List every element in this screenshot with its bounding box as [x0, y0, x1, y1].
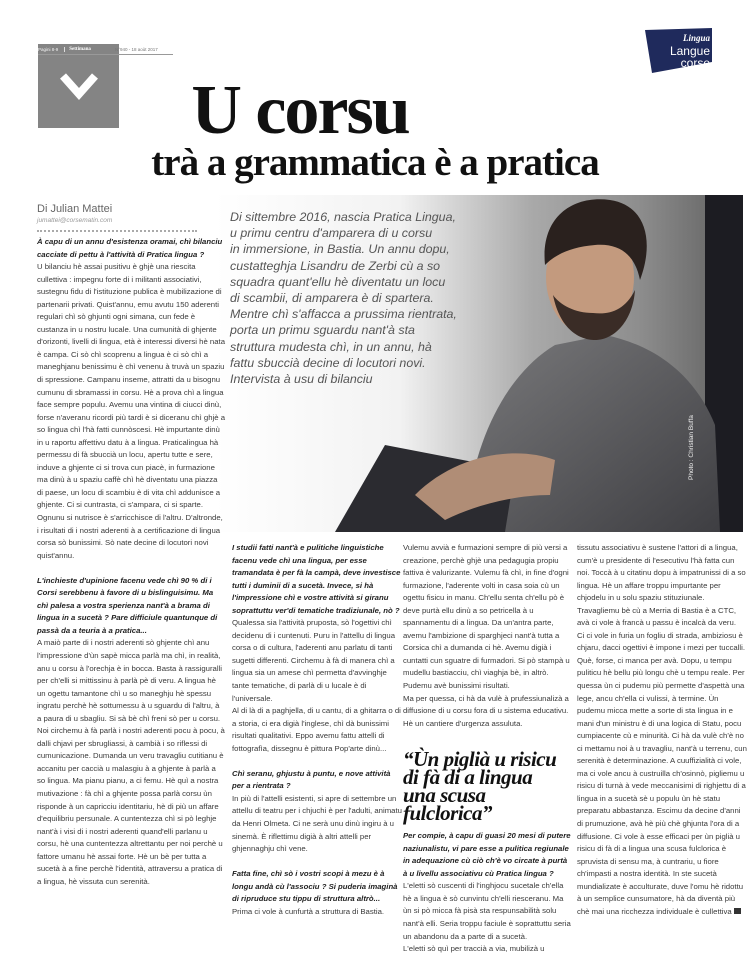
logo-line2: Langue: [669, 44, 710, 58]
question: Per compie, à capu di guasi 20 mesi di putere naziunalistu, vi pare esse a pulitica regiunale in adequazione cù ciò ch'è vo circate à purtà à u livellu associativu cù Pratica lingua ?: [403, 831, 571, 878]
question: À capu di un annu d'esistenza oramai, chì bilanciu cacciate di pettu à l'attività di Pratica lingua ?: [37, 237, 223, 259]
column-third: [403, 542, 573, 956]
answer: Qualessa sia l'attività pruposta, sò l'ogettivi chì decidenu di i cuntenuti. Puru in l'attellu di lingua corsa o di cultura, l'aderenti anu parlatu di tanti sugetti differenti. Circhemu à fà di manera chì a lingua sia un amese chì permetta d'avvinghje tante tematiche, di parlà di u lucale è di l'universale.: [232, 618, 396, 703]
scroll-down-button[interactable]: [38, 44, 119, 128]
answer: U bilanciu hè assai pusitivu è ghjè una riescita cullettiva : impegnu forte di i militanti associativi, sustegnu fidu di l'istituzione publica è mubilizazione di partenarii privati. Quist'annu, emu avutu 150 aderenti regulari chì sò ghjunti ogni simana, cun fede è custanza in u nostru lucale. Una cumunità di ghjente d'orizonti, livelli di lingua, età è interessi diversi hè nata è campa. Ci sò chì scoprenu a lingua è ci sò chì a maneghjanu benissimu è chì venenu à truvà un spaziu di spressione. Campanu inseme, attratti da u bisognu cumunu di sbramassi in corsu. Hè a prova chì a lingua face sempre populu. Avemu una vintina di ciucci dinù, forse n'averanu ricordi più tardi è si diceranu chì ghjè a so lingua chì l'hà fatti cunnòscesi. Hè impurtante dinù in u raportu affettivu datu à a lingua. Praticalingua hà permessu di fà sbuccià un locu, apertu tutte e sere, induve a ghjente ci si trova cun piacè, in furmazione ma dinù à u spaziu caffè chì hè diventatu una piazza di paese, un locu di scambiu è di vita chì addunisce a ghjente. Ci si cuntrasta, ci s'ampara, ci si sparte. Ognunu si nutrisce è s'arricchisce di l'altru. D'altronde, i risultati di i nostri aderenti à a certificazione di lingua corsa sò bunissimi. Sò nate decine di locutori novi quist'annu.: [37, 262, 226, 560]
answer: tissutu associativu è sustene l'attori di a lingua, cum'è u presidente di l'esecutivu l'hà fatta cun noi. Toccà à u citatinu dopu à impatrunissi di a so lingua. Hè un affare troppu impurtante per chjodelu in u solu spaziu stituziunale. Travagliemu bè cù a Merria di Bastia è a CTC, avà ci vole à francà u passu è incalcà da veru.: [577, 543, 746, 628]
logo-text: [652, 29, 710, 69]
answer: L'eletti sò quì per traccià a via, mubilizà u: [403, 944, 545, 954]
answer: Ma per quessa, ci hà da vulè à prufessiunalizà a diffusione di u corsu fora di u sistema educativu. Hè un cantiere d'urgenza assuluta.: [403, 693, 569, 728]
logo-line1: Lingua: [682, 33, 710, 43]
column-left: [37, 236, 225, 888]
answer: Prima ci vole à cunfurtà a struttura di Bastia.: [232, 906, 385, 916]
article-intro: Di sittembre 2016, nascia Pratica Lingua, u primu centru d'amparera di u corsu in immersione, in Bastia. Un annu dopu, custatteghja Lisandru de Zerbi cù a so squadra quant'ellu hè diventatu un locu di scambii, di amparera è di spartera. Mentre chì s'affacca a prussima rientrata, porta un primu sguardu nant'à sta struttura mudesta chì, in un annu, hà fattu sbuccià decine di locutori novi. Intervista à usu di bilanciu: [230, 210, 457, 387]
page-numbers: Pagini 8-9: [38, 47, 59, 52]
end-mark-icon: [734, 908, 741, 914]
answer: In più di l'attelli esistenti, si apre di settembre un attellu di teatru per i chjuchi è per l'adulti, animatu da Henri Olmeta. Ci ne serà unu dinù ingiru à u sinemà. È riflettimu digià à altri attelli per ghjennaghju chì vene.: [232, 793, 402, 854]
answer: A maiò parte di i nostri aderenti sò ghjente chì anu l'impressione d'ùn sapè micca parlà ma chì, in realità, anu u corsu à l'orechja è in bocca. Basta à rassiguralli per ch'elli si mittissinu à parlà pè di veru. A lingua hè un ogettu tamantone chì u so maneghju hè spessu ingratu perchè hè sottumessu à u sguardu di l'altru, à a paura di u sbagliu. Si sà bè chì freni sò per u corsu.: [37, 638, 222, 723]
pull-quote: “Ùn piglià u risicu di fà di a lingua una scusa fulclorica”: [403, 747, 557, 826]
answer-final: [577, 630, 747, 919]
chevron-down-icon: [59, 71, 99, 101]
author-byline: Di Julian Mattei: [37, 203, 113, 215]
photo-credit: Photo : Christian Buffa: [688, 415, 695, 480]
answer: Al di là di a paghjella, di u cantu, di a ghitarra o di a storia, ci era digià l'inglese, chì dà bunissimi risultati qualitativi. Eppo avemu fattu attelli di fottografìa, dissegnu è pittura Pop'arte dinù...: [232, 706, 401, 753]
logo-line3: corse: [680, 56, 710, 70]
answer: L'eletti sò cuscenti di l'inghjocu sucetale ch'ella hè a lingua è sò cunvintu ch'elli riesceranu. Ma ùn si pò micca fà pisà sta respunsabilità solu nant'à elli. Seria troppu faciule è soprattuttu seria un abandonu da a parte di a sucetà.: [403, 881, 571, 941]
question: L'inchieste d'upinione facenu vede chì 90 % di i Corsi serebbenu à favore di u bislinguisimu. Ma chì palesa a vostra sperienza nant'à a brama di lingua in a sucetà ? Pare difficiule quantunque di passà da a teuria à a pratica...: [37, 575, 218, 635]
answer: Vulemu avvià e furmazioni sempre di più versi a creazione, perchè ghjè una pedagugia propiu fattiva è valurizante. Vulemu fà chì, in fine d'ogni furmazione, l'aderente volti in casa soia cù un ogettu fisicu in manu. Ch'ellu senta ch'ellu pò è deve purtà ellu dinù a so petricella à u spannamentu di a lingua. Da un'antra parte, avemu l'ambizione di sparghjeci nant'à tutta a Corsica chì a dumanda ci hè. Avemu digià i cuntatti cun sguatre di furmadori. Si pò stampà u mudellu bastiacciu, chì viaghja bè, in altrò. Pudemu avè bunissimi risultati.: [403, 543, 570, 691]
page-header: [38, 45, 173, 55]
question: I studii fatti nant'à e pulitiche linguistiche facenu vede chì una lingua, per esse tramandata è per fà la campà, deve investisce tutti i duminii di a sucetà. Invece, si hà l'impressione chì e vostre attività si giranu soprattuttu ver'di tematiche tradiziunale, nò ?: [232, 543, 401, 615]
question: Fatta fine, chì sò i vostri scopi à mezu è à longu andà cù l'associu ? Si puderia imaginà di ripruduce stu tippu di struttura altrò...: [232, 869, 398, 904]
publication-name: Settimana: [64, 47, 91, 52]
column-middle: [232, 542, 402, 918]
issue-date: N°940 - 18 aoùt 2017: [114, 47, 158, 52]
column-fourth: [577, 542, 747, 918]
answer-final-text: Ci ci vole in furia un fogliu di strada, ambiziosu è chjaru, dacci ogettivi è impone i mezi per tuccalli. Què, forse, ci manca per avà. Dopu, u tempu puliticu hè bellu più longu chè u tempu reale. Per quessa ùn ci pudemu più permette d'aspettà una lege, ancu ch'ella ci vulissi, à termine. Ùn pudemu micca mette a sorte di sta lingua in e mani d'un ministru è di una logica di Statu, pocu cumpiacente cù e minurità. Ci hà da vulè ch'è no ci mettamu noi à u travagliu, nant'à u terrenu, cun serenità è determinazione. A cuuffizialità ci vole, ma ci vole ancu à custruilla ch'osinnò, pigliemu u risicu di turnà à vede meccanisimi di righjettu di a lingua in a sucetà sè u populu ùn hè statu preparatu abbastanza. Escimu da decine d'anni di prumuzione, avà hè più chè ghjunta l'ora di a diffusione. Ci vole à esse efficaci per ùn piglià u risicu di fà di a lingua una scusa fulclorica è spruvista di sensu ma, à cuntrariu, u fiore ch'impasti a nostra identità. In ste sucetà mundializate è acculturate, duve l'omu hè ridottu à un semplice cunsumatore, hà da diventà più chè mai una ricchezza individuale è cullettiva: [577, 630, 747, 916]
author-email[interactable]: jumattei@corsematin.com: [37, 217, 113, 224]
byline-divider: [37, 230, 197, 232]
answer: Noi circhemu à fà parlà i nostri aderenti pocu à pocu, à dalli chjavi per sbrugliassi, à cambià i so riflessi di cumunicazione. Dumanda un veru travagliu cutitianu è accanitu per caccià u malasgiu à a ghjente à parlà a so lingua. Ma pianu pianu, a ci femu. Hè quì a nostra mutivazione : fà chì a ghjente possa parlà corsu ùn risponde à un capricciu identitariu, hè di più un affare d'equilibriu persunale. A cuntentezza chì si pò leghje nant'à i visi di i nostri aderenti quand'elli parlanu u corsu, hè una cuntentezza altrettantu per noi perchè u fattore umanu hè assai forte. Hè un bè per tutta a sucetà à a fine perchè l'identità, attraversu a pratica di a lingua, hè vissuta cun serenità.: [37, 726, 225, 886]
article-title: U corsu: [191, 72, 409, 149]
article-subtitle: trà a grammatica è a pratica: [151, 141, 599, 184]
question: Chì seranu, ghjustu à puntu, e nove attività per a rientrata ?: [232, 768, 391, 791]
